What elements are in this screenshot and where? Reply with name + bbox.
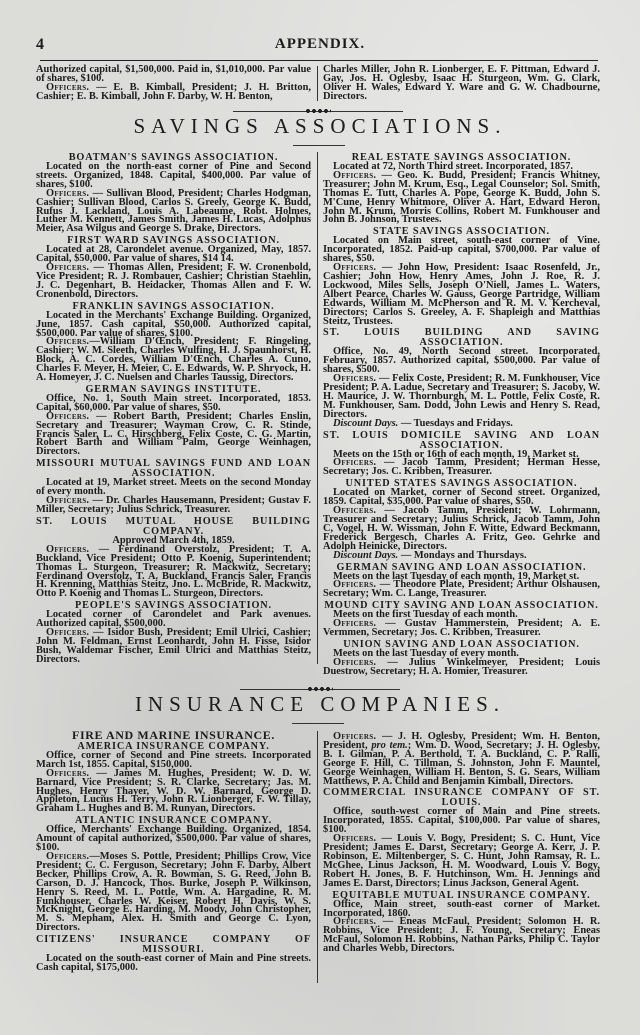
paragraph-text: Located corner of Carondelet and Park avenues. Authorized capital, $500,000. <box>36 609 311 630</box>
paragraph-text: — Dr. Charles Hausemann, President; Gustav F. Miller, Secretary; Julius Schrick, Treasurer. <box>36 495 311 515</box>
paragraph <box>36 338 311 383</box>
short-rule <box>292 723 344 724</box>
directory-entry <box>323 153 600 225</box>
entry-subtitle: Approved March 4th, 1859. <box>112 534 235 546</box>
paragraph-text: Office, No. 49, North Second street. Incorporated, February, 1857. Authorized capital, $500,000. Par value of shares, $500. <box>323 346 600 376</box>
paragraph-text: — Louis V. Bogy, President; S. C. Hunt, Vice President; James E. Darst, Secretary; George A. Kerr, J. P. Robinson, E. Miltenberger, S. C. Hunt, John Ramsay, R. L. McGhee, Linus Jackson, H. M. Woodward, Louis V. Bogy, Robert H. Jones, B. F. Hutchinson, Wm. H. Jennings and James E. Darst, Directors; Linus Jackson, General Agent. <box>323 833 600 889</box>
paragraph-text: Located on Market, corner of Second street. Organized, 1859. Capital, $35,000. Par value of shares, $50. <box>323 487 600 508</box>
officers-label: Officers. <box>333 916 377 928</box>
paragraph-text: — Julius Winkelmeyer, President; Louis Duestrow, Secretary; H. A. Homier, Treasurer. <box>323 656 600 677</box>
directory-entry <box>36 236 311 299</box>
directory-entry <box>323 431 600 478</box>
directory-entry <box>36 385 311 457</box>
paragraph <box>323 417 600 429</box>
paragraph-text: — Sullivan Blood, President; Charles Hodgman, Cashier; Sullivan Blood, Carlos S. Greely, George K. Budd, Rufus J. Lackland, Louis A. Labeaume, Robt. Holmes, Luther M. Kennett, James Smith, James H. Lucas, Adolphus Meier, Asa Wilgus and George S. Drake, Directors. <box>36 187 311 235</box>
paragraph <box>323 835 600 888</box>
officers-label: Officers. <box>333 373 377 385</box>
entry-title: UNITED STATES SAVINGS ASSOCIATION. <box>345 478 578 490</box>
entry-title: STATE SAVINGS ASSOCIATION. <box>373 226 550 238</box>
column-divider <box>317 152 318 664</box>
directory-entry <box>36 459 311 515</box>
column-divider <box>317 731 318 983</box>
directory-entry <box>323 733 600 786</box>
paragraph <box>36 826 311 853</box>
paragraph-text: Office, Merchants' Exchange Building. Organized, 1854. Amount of capital authorized, $500,000. Par value of shares, $100. <box>36 824 311 854</box>
entry-title: REAL ESTATE SAVINGS ASSOCIATION. <box>351 152 572 163</box>
paragraph-text: — E. B. Kimball, President; J. H. Britton, Cashier; E. B. Kimball, John F. Darby, W. H. Benton, <box>36 81 311 102</box>
paragraph <box>36 497 311 515</box>
entry-title: FRANKLIN SAVINGS ASSOCIATION. <box>72 300 275 312</box>
paragraph <box>323 348 600 375</box>
entry-title: COMMERCIAL INSURANCE COMPANY OF ST. LOUIS. <box>323 787 600 809</box>
officers-label: Officers. <box>333 656 377 668</box>
directory-entry <box>323 328 600 428</box>
paragraph-text: Office, corner of Second and Pine streets. Incorporated March 1st, 1855. Capital, $150,000. <box>36 749 311 770</box>
paragraph <box>36 629 311 665</box>
paragraph-text: Authorized capital, $1,500,000. Paid in, $1,010,000. Par value of shares, $100. <box>36 64 311 84</box>
paragraph <box>323 237 600 264</box>
ornamental-rule <box>240 689 400 690</box>
paragraph-text: Located at 72, North Third street. Incorporated, 1857. <box>333 161 574 172</box>
paragraph-text: Located on the south-east corner of Main and Pine streets. Cash capital, $175,000. <box>36 953 311 974</box>
paragraph-text: — Gustav Hammerstein, President; A. E. Vermmen, Secretary; Jos. C. Kribben, Treasurer. <box>323 618 600 639</box>
paragraph-text: — Eneas McFaul, President; Solomon H. R. Robbins, Vice President; J. F. Young, Secretary; Eneas McFaul, Solomon H. Robbins, Nathan Parks, Philip C. Taylor and Charles Webb, Directors. <box>323 916 600 955</box>
officers-label: Officers. <box>333 457 377 469</box>
directory-entry <box>36 153 311 234</box>
officers-label: Officers. <box>46 767 90 779</box>
paragraph <box>323 66 600 102</box>
paragraph <box>323 169 600 226</box>
officers-label: Officers. <box>333 833 377 845</box>
paragraph-text: — Jacob Tamm, President; Herman Hesse, Secretary; Jos. C. Kribben, Treasurer. <box>323 457 600 478</box>
entry-title: ST. LOUIS MUTUAL HOUSE BUILDING COMPANY. <box>36 515 311 537</box>
officers-label: Officers. <box>333 262 377 274</box>
directory-entry <box>36 742 311 814</box>
paragraph-text: ; Wm. D. Wood, Secretary; J. H. Oglesby, B. I. Gilman, P. A. Berthold, T. A. Buckland, C. P. Ralli, George F. Hill, C. Tillman, S. Johnston, John F. Mauntel, George Weinhagen, William H. Benton, S. G. Sears, William Matthews, P. A. Child and Benjamin Kimball, Directors. <box>323 739 600 787</box>
paragraph <box>323 459 600 477</box>
paragraph-text: Charles Miller, John R. Lionberger, E. F. Pittman, Edward J. Gay, Jos. H. Oglesby, Isaac H. Sturgeon, Wm. G. Clark, Oliver H. Wales, Edward Y. Ware and G. W. Chadbourne, Directors. <box>323 64 600 102</box>
directory-entry <box>36 601 311 664</box>
paragraph-text: — James M. Hughes, President; W. D. W. Barnard, Vice President; S. R. Clarke, Secretary; Jas. M. Hughes, Henry Thayer, W. D. W. Barnard, George D. Appleton, Lucius H. Terry, John R. Lionberger, F. W. Tillay, Graham L. Hughes and B. M. Runyan, Directors. <box>36 767 311 815</box>
directory-entry <box>36 302 311 383</box>
paragraph <box>36 850 311 934</box>
paragraph <box>323 375 600 420</box>
entry-title: GERMAN SAVING AND LOAN ASSOCIATION. <box>336 561 587 573</box>
paragraph-text: — Robert Barth, President; Charles Enslin, Secretary and Treasurer; Wayman Crow, C. R. Stinde, Francis Saler, L. C. Hirschberg, Felix Coste, C. G. Martin, Robert Barth and William Palm, George Weinhagen, Directors. <box>36 410 311 458</box>
officers-label: Officers. <box>333 505 377 517</box>
discount-days-label: Discount Days. <box>333 549 399 561</box>
directory-entry <box>323 601 600 638</box>
paragraph <box>323 620 600 638</box>
directory-entry <box>323 563 600 600</box>
entry-title: UNION SAVING AND LOAN ASSOCIATION. <box>343 638 580 650</box>
entry-title: AMERICA INSURANCE COMPANY. <box>77 740 270 752</box>
savings-left-column <box>36 152 311 667</box>
paragraph <box>323 507 600 552</box>
savings-heading: SAVINGS ASSOCIATIONS. <box>133 114 507 138</box>
paragraph-text: Office, Main street, south-east corner of Market. Incorporated, 1860. <box>323 898 600 919</box>
entry-title: GERMAN SAVINGS INSTITUTE. <box>85 383 262 395</box>
officers-label: Officers. <box>333 731 377 742</box>
directory-entry <box>323 640 600 677</box>
paragraph <box>36 543 311 600</box>
paragraph-text: Located at 28, Carondelet avenue. Organized, May, 1857. Capital, $50,000. Par value of shares, $14 14. <box>36 244 311 265</box>
paragraph-text: — John How, President: Isaac Rosenfeld, Jr., Cashier; John How, Henry Ames, John J. Roe, R. J. Lockwood, Miles Sells, Joseph O'Niell, James L. Waters, Albert Pearce, Charles W. Gauss, George Partridge, William Edwards, William M. McPherson and R. M. V. Kercheval, Directors; Carlos S. Greeley, A. F. Shapleigh and Matthias Steitz, Trustees. <box>323 262 600 327</box>
ornamental-rule <box>233 111 403 112</box>
paragraph <box>36 309 311 339</box>
directory-entry <box>36 517 311 599</box>
paragraph-text: Office, No. 1, South Main street. Incorporated, 1853. Capital, $60,000. Par value of shares, $50. <box>36 392 311 413</box>
insurance-left-entries <box>36 742 311 973</box>
paragraph-text: Located in the Merchants' Exchange Building. Organized, June, 1857. Cash capital, $50,000. Authorized capital, $500,000. Par value of shares, $100. <box>36 309 311 339</box>
paragraph-text: — Felix Coste, President; R. M. Funkhouser, Vice President; P. A. Ladue, Secretary and Treasurer; S. Jacoby, W. H. Maurice, J. W. Thornburgh, M. L. Pottle, Felix Coste, R. M. Funkhouser, Sam. Dodd, John Lewis and Henry S. Read, Directors. <box>323 373 600 420</box>
entry-title: MOUND CITY SAVING AND LOAN ASSOCIATION. <box>324 600 599 612</box>
officers-label: Officers. <box>46 81 90 93</box>
paragraph-text: — Geo. K. Budd, President; Francis Whitney, Treasurer; John M. Krum, Esq., Legal Counselor; Sol. Smith, Thomas E. Tutt, Charles A. Pope, George K. Budd, John S. M'Cune, Henry Whitmore, Oliver A. Hart, Edward Heron, John M. Krum, Morris Collins, Robert M. Funkhouser and John B. Johnson, Trustees. <box>323 169 600 226</box>
directory-entry <box>36 816 311 933</box>
fire-marine-subheading: FIRE AND MARINE INSURANCE. <box>72 728 275 742</box>
entry-title: CITIZENS' INSURANCE COMPANY OF MISSOURI. <box>36 934 311 956</box>
paragraph-text: Meets on the last Tuesday of every month. <box>333 647 519 659</box>
paragraph-text: — Thomas Allen, President; F. W. Cronenbold, Vice President; R. J. Rombauer, Cashier; Christian Staehlin, J. C. Degenhart, B. Heidacker, Thomas Allen and F. W. Cronenbold, Directors. <box>36 262 311 300</box>
paragraph-text: — Tuesdays and Fridays. <box>398 417 513 429</box>
paragraph <box>36 767 311 815</box>
entry-title: BOATMAN'S SAVINGS ASSOCIATION. <box>68 152 279 163</box>
discount-days-label: Discount Days. <box>333 417 399 429</box>
officers-label: Officers. <box>333 579 377 591</box>
entry-title: EQUITABLE MUTUAL INSURANCE COMPANY. <box>332 889 591 901</box>
paragraph-text: — J. H. Oglesby, President; Wm. H. Benton, President, <box>323 731 600 751</box>
insurance-left-column <box>36 728 311 975</box>
paragraph-text: —William D'Œnch, President; F. Ringeling, Cashier; W. M. Sleeth, Charles Wulfing, H. J. Spaunhorst, H. Block, A. C. Cordes, William D'Œnch, Charles A. Cuno, Charles F. Meyer, H. Meier, C. E. Edwards, W. P. Shryock, H. A. Homeyer, J. C. Nuelsen and Charles Taussig, Directors. <box>36 336 311 384</box>
paragraph <box>36 955 311 973</box>
entry-title: ATLANTIC INSURANCE COMPANY. <box>74 815 273 827</box>
paragraph-text: —Moses S. Pottle, President; Phillips Crow, Vice President; C. C. Ferguson, Secretary; John F. Darby, Albert Becker, Phillips Crow, A. R. Bowman, S. G. Reed, John B. Carson, D. J. Hancock, Thos. Burke, Joseph P. Wilkinson, Henry S. Reed, M. L. Pottle, Wm. A. Hargadine, R. M. Funkhouser, Charles W. Keiser, Robert H. Davis, W. S. McKnight, George E. Harding, M. Moody, John Christopher, M. S. Mepham, Alex. H. Smith and George C. Lyon, Directors. <box>36 850 311 934</box>
directory-entry <box>323 479 600 560</box>
paragraph <box>323 264 600 326</box>
entry-title: FIRST WARD SAVINGS ASSOCIATION. <box>67 235 280 247</box>
paragraph-text: — Isidor Bush, President; Emil Ulrici, Cashier; John M. Feldman, Ernst Leonhardt, John H. Fisse, Isidor Bush, Waldemar Fischer, Emil Ulrici and Matthias Steitz, Directors. <box>36 627 311 665</box>
paragraph-text: Meets on the 15th or 16th of each month, 19, Market st. <box>333 448 579 460</box>
paragraph-text: Office, south-west corner of Main and Pine streets. Incorporated, 1855. Capital, $100,000. Par value of shares, $100. <box>323 806 600 836</box>
paragraph-text: Located on Main street, south-east corner of Vine. Incorporated, 1852. Paid-up capital, $700,000. Par value of shares, $50. <box>323 235 600 265</box>
paragraph-text: — Ferdinand Overstolz, President; T. A. Buckland, Vice President; Otto P. Koenig, Superintendent; Thomas L. Sturgeon, Treasurer; R. Mackwitz, Secretary; Ferdinand Overstolz, T. A. Buckland, Francis Saler, Francis H. Krenning, Matthias Steitz, Jno. L. McBride, R. Mackwitz, Otto P. Koenig and Thomas L. Sturgeon, Directors. <box>36 543 311 600</box>
paragraph-text: — Jacob Tamm, President; W. Lohrmann, Treasurer and Secretary; Julius Schrick, Jacob Tamm, John C, Vogel, H. W. Wissman, John F. Witte, Edward Beckmann, Frederick Bergesch, Charles A. Fritz, Geo. Gehrke and Adolph Heinicke, Directors. <box>323 505 600 552</box>
officers-label: Officers. <box>46 850 90 862</box>
officers-label: Officers. <box>333 169 377 181</box>
paragraph-text: — Mondays and Thursdays. <box>398 549 527 561</box>
top-right-column <box>323 66 600 102</box>
paragraph <box>323 808 600 835</box>
paragraph-text: — Theodore Plate, President; Arthur Olshausen, Secretary; Wm. C. Lange, Treasurer. <box>323 579 600 600</box>
insurance-heading: INSURANCE COMPANIES. <box>134 692 506 716</box>
officers-label: Officers. <box>46 410 90 422</box>
paragraph <box>323 581 600 599</box>
short-rule <box>293 145 345 146</box>
page-number: 4 <box>36 36 44 53</box>
directory-entry <box>323 891 600 954</box>
paragraph <box>323 918 600 954</box>
paragraph <box>36 81 311 102</box>
paragraph <box>36 410 311 458</box>
italic-text: pro tem. <box>371 739 408 751</box>
paragraph <box>323 549 600 561</box>
paragraph <box>36 187 311 235</box>
officers-label: Officers. <box>46 262 90 274</box>
entry-title: PEOPLE'S SAVINGS ASSOCIATION. <box>75 600 272 612</box>
directory-entry <box>323 227 600 326</box>
savings-right-column <box>323 152 600 679</box>
paragraph <box>36 264 311 300</box>
column-divider <box>317 66 318 101</box>
paragraph-text: Located on the north-east corner of Pine and Second streets. Organized, 1848. Capital, $400,000. Par value of shares, $100. <box>36 161 311 190</box>
officers-label: Officers. <box>46 336 90 348</box>
top-left-column <box>36 66 311 102</box>
entry-title: ST. LOUIS DOMICILE SAVING AND LOAN ASSOCIATION. <box>323 429 600 451</box>
header-rule <box>40 60 598 61</box>
running-title: APPENDIX. <box>274 36 366 52</box>
officers-label: Officers. <box>46 495 90 507</box>
entry-title: MISSOURI MUTUAL SAVINGS FUND AND LOAN ASSOCIATION. <box>36 458 311 480</box>
insurance-right-column <box>323 733 600 956</box>
directory-entry <box>36 935 311 973</box>
paragraph-text: Meets on the first Tuesday of each month. <box>333 609 518 621</box>
paragraph-text: Meets on the last Tuesday of each month, 19, Market st. <box>333 570 580 582</box>
paragraph <box>323 733 600 786</box>
officers-label: Officers. <box>333 618 377 630</box>
paragraph <box>36 163 311 190</box>
officers-label: Officers. <box>46 187 90 199</box>
paragraph <box>323 656 600 677</box>
paragraph-text: Located at 19, Market street. Meets on the second Monday of every month. <box>36 477 311 498</box>
directory-entry <box>323 788 600 888</box>
entry-title: ST. LOUIS BUILDING AND SAVING ASSOCIATION. <box>323 327 600 349</box>
officers-label: Officers. <box>46 543 90 555</box>
officers-label: Officers. <box>46 627 90 639</box>
